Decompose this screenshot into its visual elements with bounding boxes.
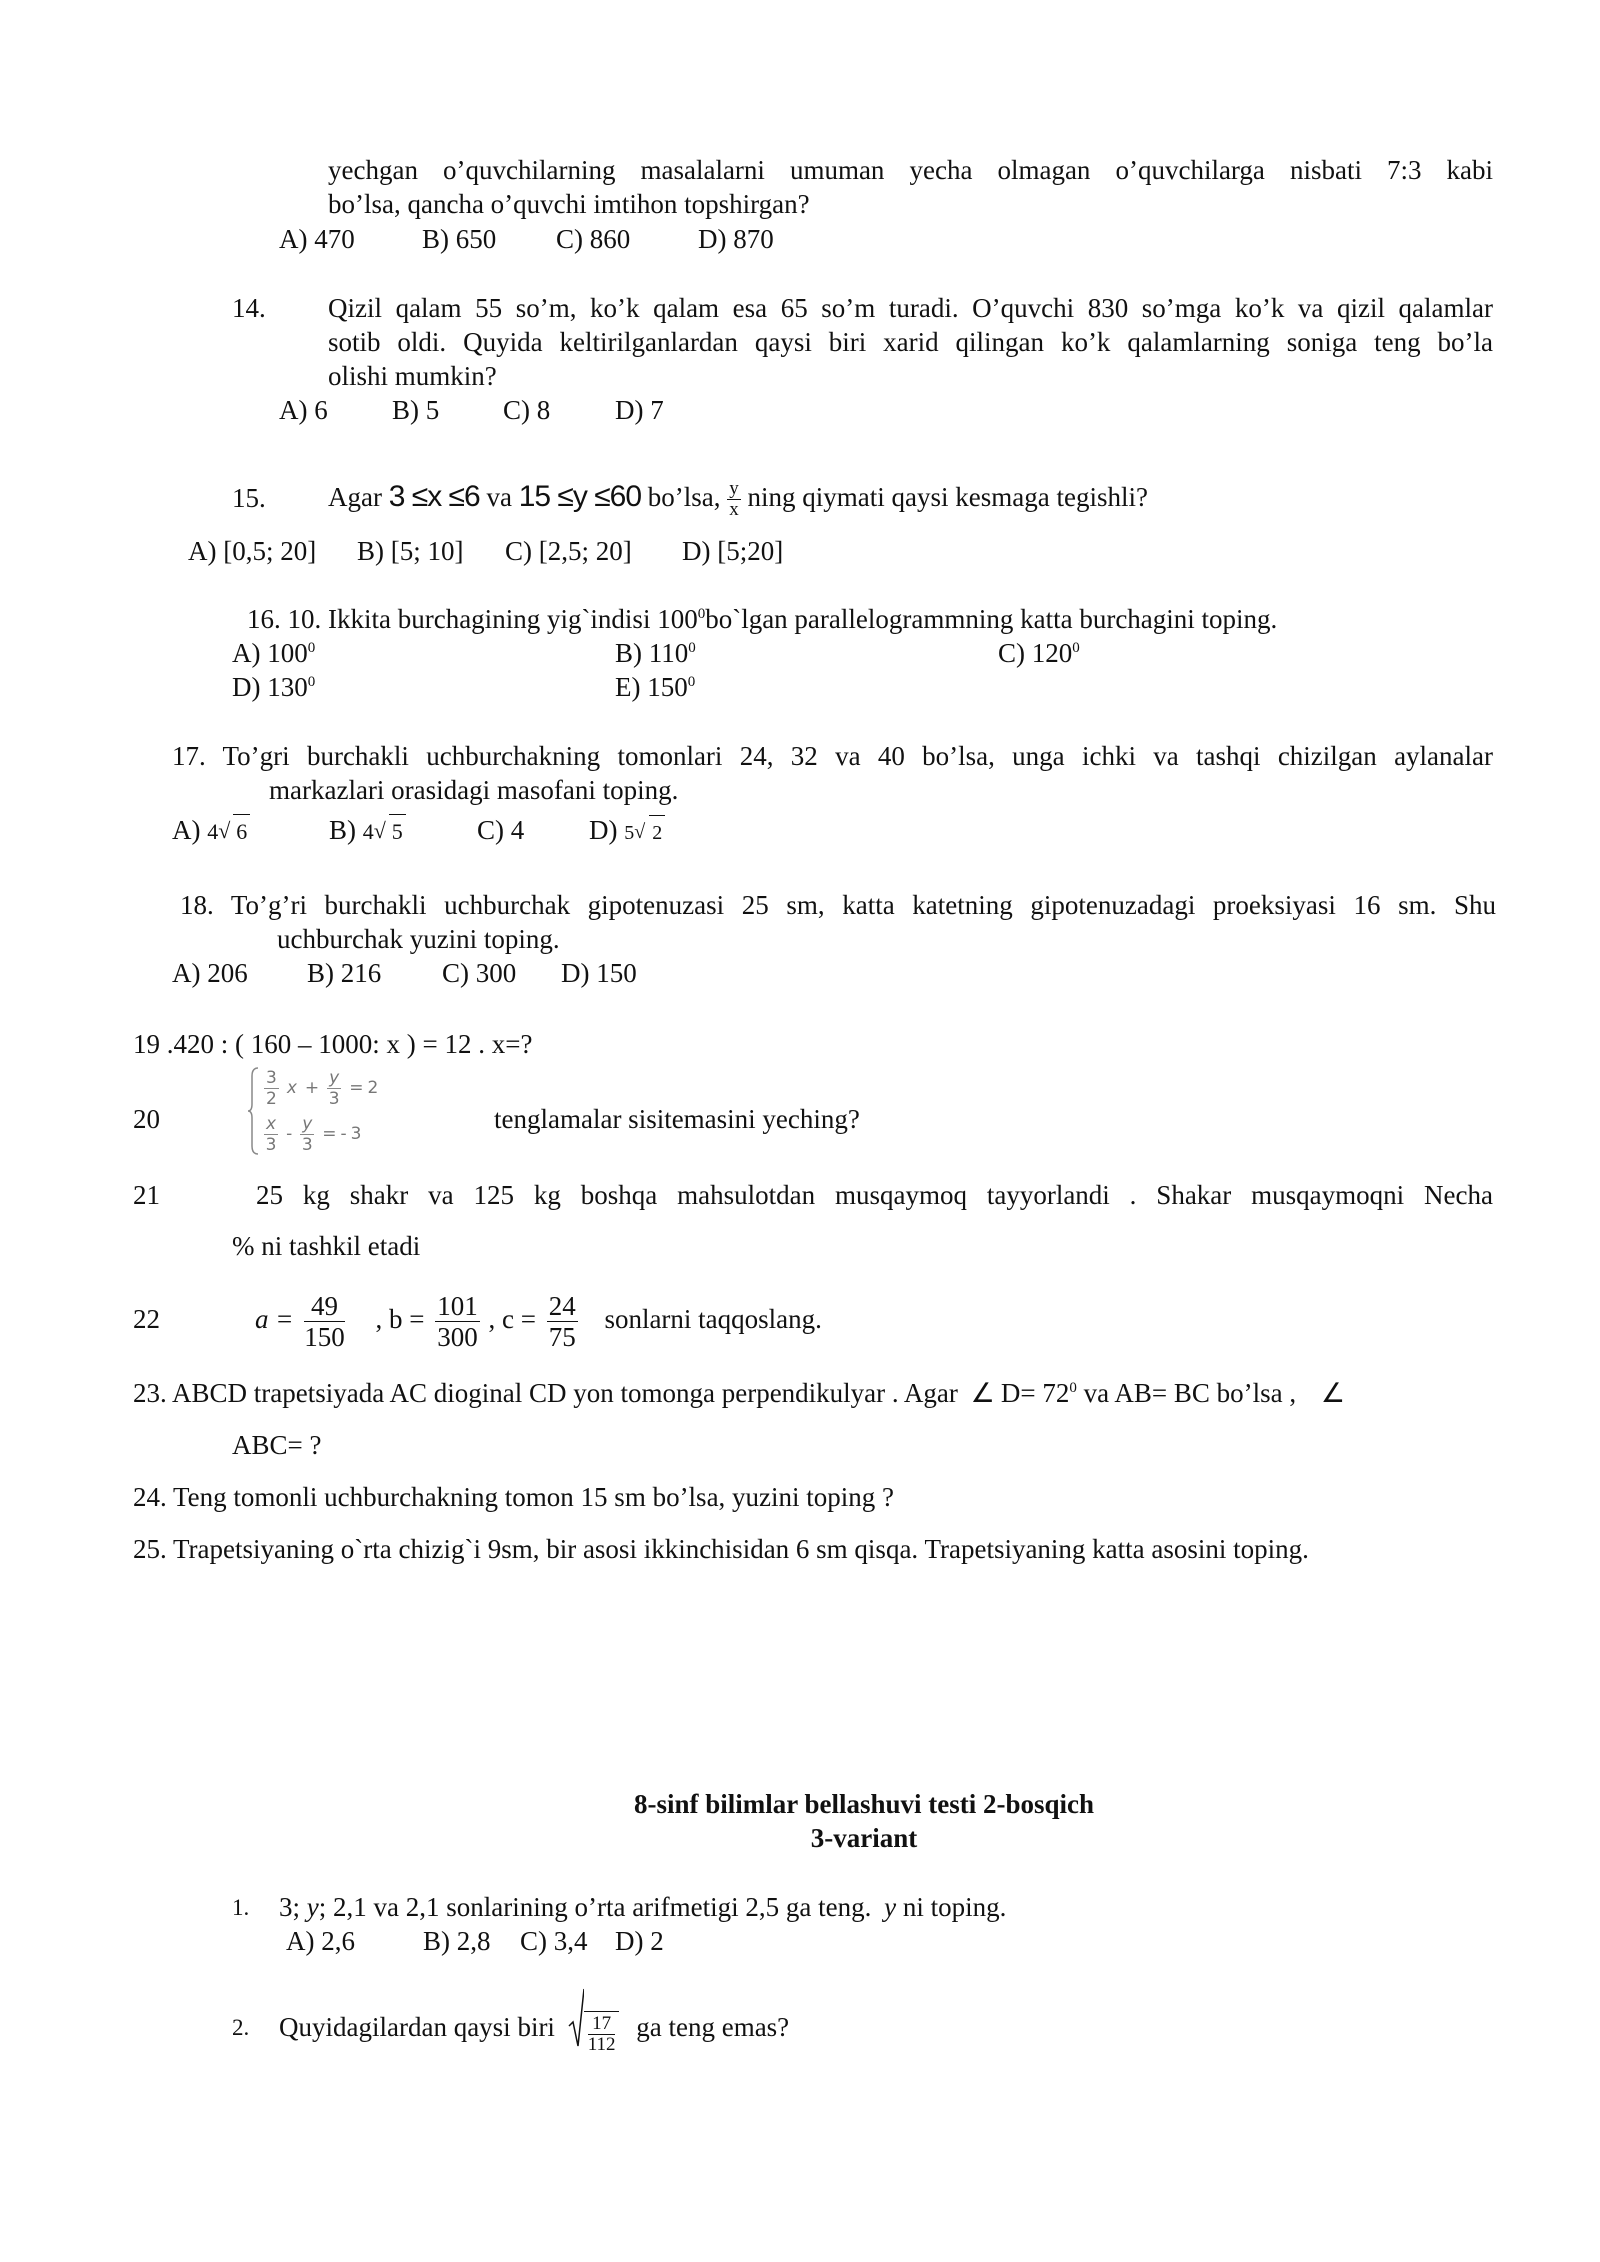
q16-degree: 0	[697, 606, 706, 622]
q14-option-b: B) 5	[392, 395, 440, 425]
section-title: 8-sinf bilimlar bellashuvi testi 2-bosqich	[633, 1789, 1095, 1819]
q15-bolsa: bo’lsa,	[647, 482, 721, 512]
q14-number: 14.	[232, 293, 266, 323]
q18-option-c: C) 300	[442, 958, 517, 988]
q23-line2: ABC= ?	[232, 1430, 322, 1460]
q15-option-a: A) [0,5; 20]	[188, 536, 317, 566]
q20-brace	[248, 1066, 260, 1156]
q15-fraction-y-over-x	[727, 479, 741, 520]
q22-fraction-b: $\frac{101}{300}$	[437, 1291, 478, 1353]
q15-va: va	[486, 482, 512, 512]
q15-statement	[328, 462, 1148, 532]
q15-option-b: B) [5; 10]	[357, 536, 464, 566]
q22-fraction-a: $\frac{49}{150}$	[304, 1291, 345, 1353]
q22-number: 22	[133, 1304, 160, 1334]
s2q1-number: 1.	[232, 1895, 250, 1920]
q15-frac-den: x	[729, 499, 739, 521]
q22-b-label: , b =	[375, 1304, 425, 1334]
q24-text: 24. Teng tomonli uchburchakning tomon 15 sm bo’lsa, yuzini toping ?	[133, 1482, 895, 1512]
q13-line2: bo’lsa, qancha o’quvchi imtihon topshirgan?	[328, 189, 810, 219]
q15-inequality-x: 3 ≤x ≤6	[388, 480, 480, 513]
q20-text: tenglamalar sisitemasini yeching?	[494, 1104, 860, 1134]
q18-line2: uchburchak yuzini toping.	[277, 924, 560, 954]
q15-option-c: C) [2,5; 20]	[505, 536, 632, 566]
section-subtitle: 3-variant	[810, 1823, 918, 1853]
q16-option-e: E) $150^0$	[615, 672, 696, 702]
q13-option-a: A) 470	[279, 224, 355, 254]
q17-line1: 17. To’gri burchakli uchburchakning tomonlari 24, 32 va 40 bo’lsa, unga ichki va tashqi chizilgan aylanalar	[172, 741, 1493, 771]
q21-number: 21	[133, 1180, 160, 1210]
q14-option-d: D) 7	[615, 395, 664, 425]
s2q1-option-d: D) 2	[615, 1926, 664, 1956]
q22-fraction-c: $\frac{24}{75}$	[548, 1291, 576, 1353]
q20-equation-system	[248, 1066, 458, 1156]
q22-expression	[255, 1277, 822, 1361]
angle-icon: ∠	[1320, 1378, 1346, 1409]
q14-line1: Qizil qalam 55 so’m, ko’k qalam esa 65 so’m turadi. O’quvchi 830 so’mga ko’k va qizil qalamlar	[328, 293, 1493, 323]
s2q2-statement: Quyidagilardan qaysi biri $\frac{17}{112}$ ga teng emas?	[279, 1985, 789, 2072]
q21-line2: % ni tashkil etadi	[232, 1231, 421, 1261]
q14-option-c: C) 8	[503, 395, 551, 425]
q14-line3: olishi mumkin?	[328, 361, 497, 391]
q16-text-a: 16. 10. Ikkita burchagining yig`indisi 100	[247, 604, 698, 634]
q17-option-c: C) 4	[477, 815, 525, 845]
q18-option-d: D) 150	[561, 958, 637, 988]
q16-option-c: C) $120^0$	[998, 638, 1080, 668]
q13-line1: yechgan o’quvchilarning masalalarni umuman yecha olmagan o’quvchilarga nisbati 7:3 kabi	[328, 155, 1493, 185]
q22-c-label: , c =	[488, 1304, 536, 1334]
q18-option-a: A) 206	[172, 958, 248, 988]
q21-line1: 25 kg shakr va 125 kg boshqa mahsulotdan musqaymoq tayyorlandi . Shakar musqaymoqni Necha	[256, 1180, 1493, 1210]
q15-agar: Agar	[328, 482, 382, 512]
s2q1-option-c: C) 3,4	[520, 1926, 588, 1956]
q13-option-c: C) 860	[556, 224, 631, 254]
q20-equation-2: $\frac{x}{3}$ - $\frac{y}{3}$ =-3	[265, 1113, 366, 1155]
q16-statement	[247, 602, 1277, 636]
q17-option-d: D) 5 √ 2	[589, 813, 665, 850]
q17-line2: markazlari orasidagi masofani toping.	[269, 775, 679, 805]
q22-text: sonlarni taqqoslang.	[604, 1304, 822, 1334]
q13-option-b: B) 650	[422, 224, 497, 254]
q17-option-a: A) 4 √ 6	[172, 813, 250, 849]
q22-a-label: a =	[255, 1304, 294, 1334]
s2q2-radical: $\frac{17}{112}$	[568, 1988, 620, 2072]
q18-option-b: B) 216	[307, 958, 382, 988]
q14-line2: sotib oldi. Quyida keltirilganlardan qaysi biri xarid qilingan ko’k qalamlarning soniga teng bo’la	[328, 327, 1493, 357]
q16-option-d: D) $130^0$	[232, 672, 316, 702]
s2q1-option-a: A) 2,6	[286, 1926, 355, 1956]
q14-option-a: A) 6	[279, 395, 328, 425]
q19-text: 19 .420 : ( 160 – 1000: x ) = 12 . x=?	[133, 1029, 533, 1059]
q20-number: 20	[133, 1104, 160, 1134]
q15-inequality-y: 15 ≤y ≤60	[518, 480, 642, 513]
q20-equation-1: $\frac{3}{2}$ x + $\frac{y}{3}$ =2	[266, 1067, 383, 1109]
q25-text: 25. Trapetsiyaning o`rta chizig`i 9sm, bir asosi ikkinchisidan 6 sm qisqa. Trapetsiyaning katta asosini toping.	[133, 1534, 1309, 1564]
s2q1-statement: 3; y; 2,1 va 2,1 sonlarining o’rta arifmetigi 2,5 ga teng. y ni toping.	[279, 1892, 1007, 1922]
q17-option-b: B) 4 √ 5	[329, 813, 406, 849]
angle-icon: ∠	[970, 1378, 995, 1409]
q18-line1: 18. To’g’ri burchakli uchburchak gipotenuzasi 25 sm, katta katetning gipotenuzadagi proeksiyasi 16 sm. Shu	[180, 890, 1496, 920]
q16-option-a: A) $100^0$	[232, 638, 316, 668]
q13-option-d: D) 870	[698, 224, 774, 254]
q16-option-b: B) $110^0$	[615, 638, 696, 668]
q15-frac-num: y	[729, 478, 739, 500]
q15-option-d: D) [5;20]	[682, 536, 784, 566]
q16-text-b: bo`lgan parallelogrammning katta burchagini toping.	[705, 604, 1278, 634]
s2q1-option-b: B) 2,8	[423, 1926, 491, 1956]
q23-line1: 23. ABCD trapetsiyada AC dioginal CD yon tomonga perpendikulyar . Agar ∠ $D= 72^0$ va AB= BC bo’lsa , ∠	[133, 1378, 1346, 1409]
q15-number: 15.	[232, 483, 266, 513]
q15-rest: ning qiymati qaysi kesmaga tegishli?	[747, 482, 1148, 512]
s2q2-number: 2.	[232, 2015, 250, 2040]
